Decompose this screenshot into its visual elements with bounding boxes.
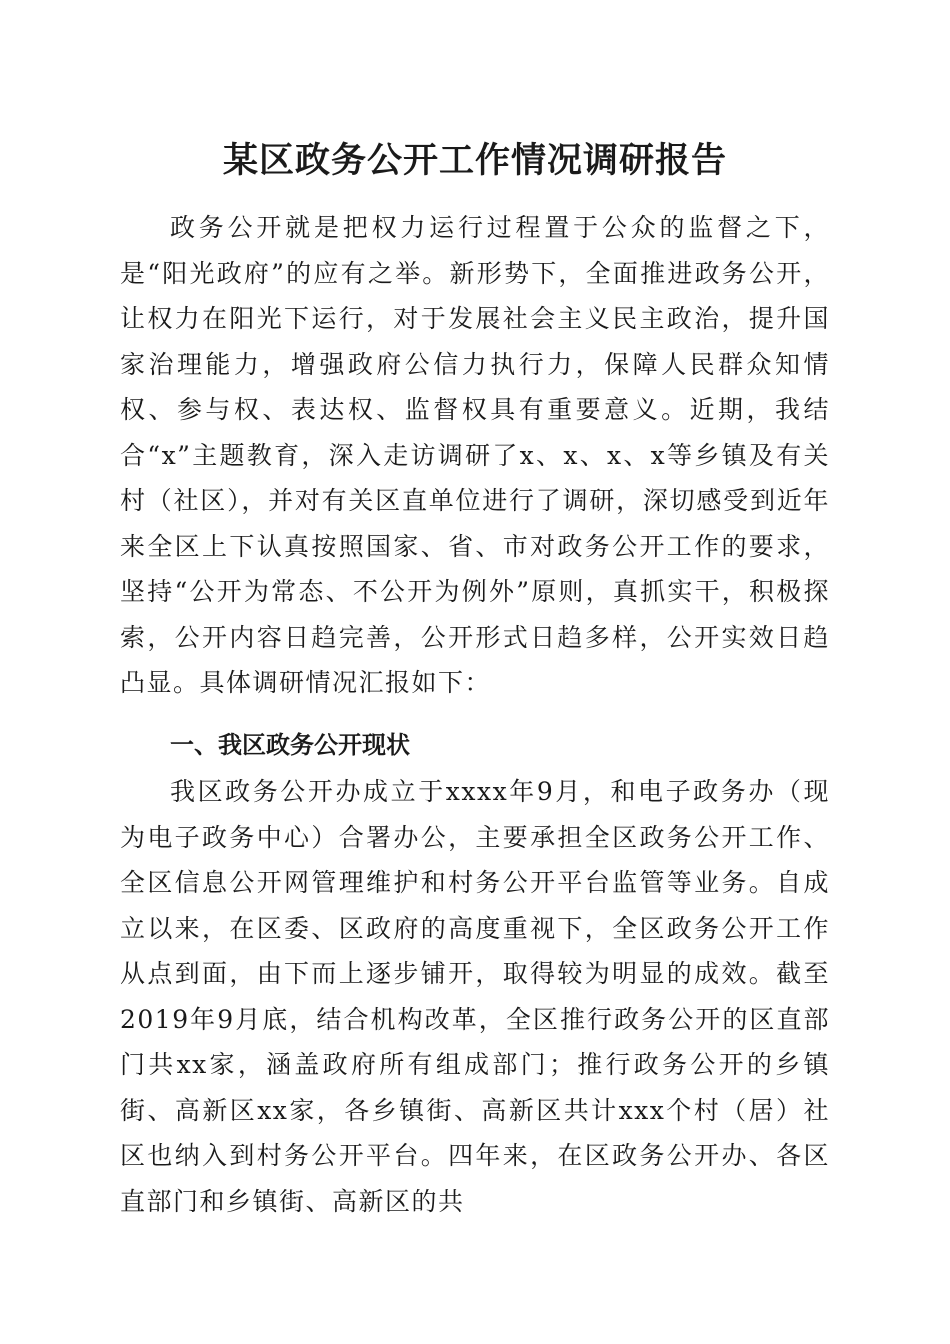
status-paragraph: 我区政务公开办成立于xxxx年9月，和电子政务办（现为电子政务中心）合署办公，主要承担全区政务公开工作、全区信息公开网管理维护和村务公开平台监管等业务。自成立以来，在区委、区政府的高度重视下，全区政务公开工作从点到面，由下而上逐步铺开，取得较为明显的成效。截至2019年9月底，结合机构改革，全区推行政务公开的区直部门共xx家，涵盖政府所有组成部门；推行政务公开的乡镇街、高新区xx家，各乡镇街、高新区共计xxx个村（居）社区也纳入到村务公开平台。四年来，在区政务公开办、各区直部门和乡镇街、高新区的共 (120, 777, 830, 1216)
document-title: 某区政务公开工作情况调研报告 (222, 140, 727, 181)
intro-paragraph: 政务公开就是把权力运行过程置于公众的监督之下，是“阳光政府”的应有之举。新形势下，全面推进政务公开，让权力在阳光下运行，对于发展社会主义民主政治，提升国家治理能力，增强政府公信力执行力，保障人民群众知情权、参与权、表达权、监督权具有重要意义。近期，我结合“x”主题教育，深入走访调研了x、x、x、x等乡镇及有关村（社区），并对有关区直单位进行了调研，深切感受到近年来全区上下认真按照国家、省、市对政务公开工作的要求，坚持“公开为常态、不公开为例外”原则，真抓实干，积极探索，公开内容日趋完善，公开形式日趋多样，公开实效日趋凸显。具体调研情况汇报如下： (120, 213, 830, 697)
section-heading-current-status: 一、我区政务公开现状 (170, 731, 410, 759)
